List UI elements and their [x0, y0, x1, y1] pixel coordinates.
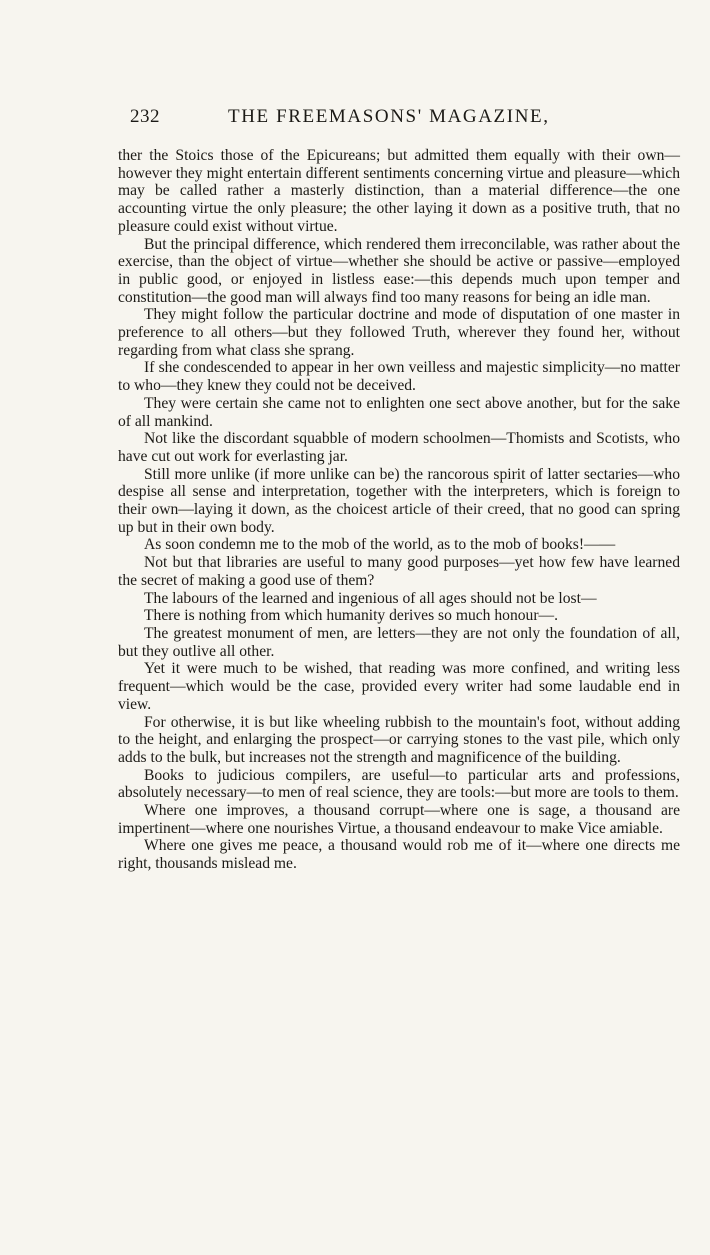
paragraph: As soon condemn me to the mob of the world, as to the mob of books!——	[144, 536, 616, 554]
paragraph: Not but that libraries are useful to many good purposes—yet how few have learned the secret of making a good use of them?	[118, 554, 680, 589]
paragraph: Where one gives me peace, a thousand would rob me of it—where one directs me right, thousands mislead me.	[118, 837, 680, 873]
paragraph: Not like the discordant squabble of modern schoolmen—Thomists and Scotists, who have cut out work for everlasting jar.	[118, 430, 680, 465]
article-body	[118, 147, 680, 873]
running-title: THE FREEMASONS' MAGAZINE,	[228, 106, 550, 127]
paragraph: ther the Stoics those of the Epicureans; but admitted them equally with their own—however they might entertain different sentiments concerning virtue and pleasure—which may be called rather a masterly distinction, than a material difference—the one accounting virtue the only pleasure; the other laying it down as a positive truth, that no pleasure could exist without virtue.	[118, 147, 680, 235]
paragraph: There is nothing from which humanity derives so much honour—.	[144, 607, 559, 625]
paragraph: They might follow the particular doctrine and mode of disputation of one master in preference to all others—but they followed Truth, wherever they found her, without regarding from what class she sprang.	[118, 306, 680, 359]
paragraph: Where one improves, a thousand corrupt—where one is sage, a thousand are impertinent—where one nourishes Virtue, a thousand endeavour to make Vice amiable.	[118, 802, 680, 837]
paragraph: Books to judicious compilers, are useful—to particular arts and professions, absolutely necessary—to men of real science, they are tools:—but more are tools to them.	[118, 766, 680, 802]
paragraph: They were certain she came not to enlighten one sect above another, but for the sake of all mankind.	[118, 394, 680, 430]
page-number: 232	[130, 106, 160, 127]
page-header	[130, 106, 678, 134]
paragraph: If she condescended to appear in her own veilless and majestic simplicity—no matter to who—they knew they could not be deceived.	[118, 359, 680, 395]
paragraph: For otherwise, it is but like wheeling rubbish to the mountain's foot, without adding to the height, and enlarging the prospect—or carrying stones to the vast pile, which only adds to the bulk, but increases not the strength and magnificence of the building.	[118, 713, 680, 766]
paragraph: The labours of the learned and ingenious of all ages should not be lost—	[144, 589, 597, 607]
paragraph: Still more unlike (if more unlike can be) the rancorous spirit of latter sectaries—who despise all sense and interpretation, together with the interpreters, which is foreign to their own—laying it down, as the choicest article of their creed, that no good can spring up but in their own body.	[118, 465, 680, 536]
paragraph: Yet it were much to be wished, that reading was more confined, and writing less frequent—which would be the case, provided every writer had some laudable end in view.	[118, 660, 680, 713]
paragraph: The greatest monument of men, are letters—they are not only the foundation of all, but they outlive all other.	[118, 624, 680, 660]
paragraph: But the principal difference, which rendered them irreconcilable, was rather about the exercise, than the object of virtue—whether she should be active or passive—employed in public good, or enjoyed in listless ease:—this depends much upon temper and constitution—the good man will always find too many reasons for being an idle man.	[118, 235, 680, 306]
